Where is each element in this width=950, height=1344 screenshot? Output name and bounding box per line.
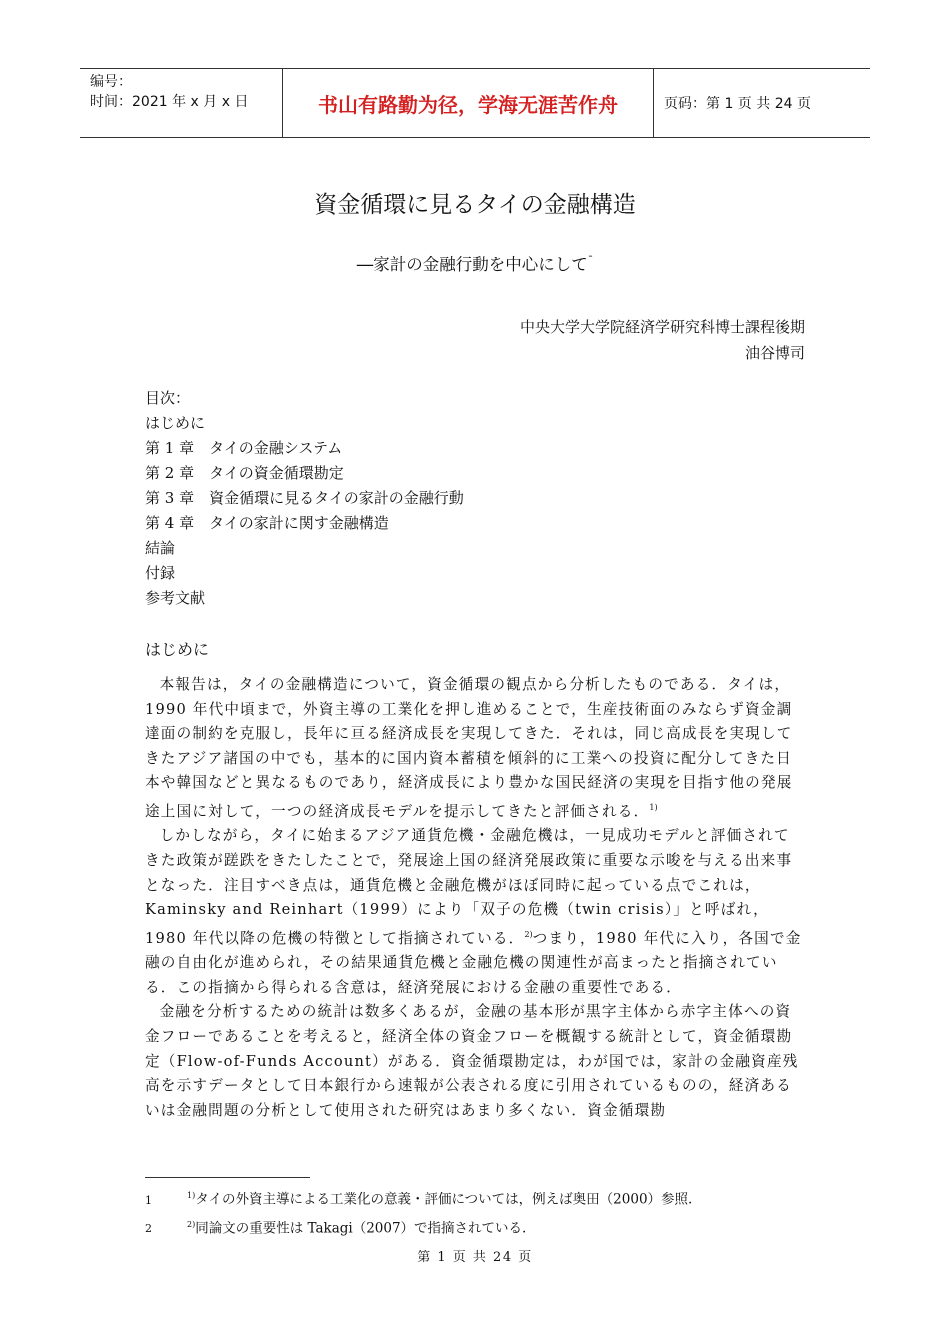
subtitle-text: ―家計の金融行動を中心にして (356, 255, 588, 274)
toc-item: 参考文献 (145, 589, 206, 607)
table-of-contents (145, 386, 464, 611)
footnote (145, 1184, 692, 1213)
header-meta (80, 69, 282, 137)
toc-item: 結論 (145, 539, 176, 557)
paragraph (145, 824, 805, 1000)
header-slogan: 书山有路勤为径，学海无涯苦作舟 (318, 92, 618, 117)
toc-item: 第 2 章 タイの資金循環勘定 (145, 464, 344, 482)
footnote-divider (145, 1177, 310, 1178)
body-text (145, 673, 805, 1123)
footnotes (145, 1184, 692, 1241)
footnote-ref: 2) (524, 929, 533, 939)
toc-item: 第 1 章 タイの金融システム (145, 439, 343, 457)
footnote-text: タイの外資主導による工業化の意義・評価については，例えば奥田（2000）参照. (195, 1191, 693, 1208)
page-header (80, 68, 870, 138)
section-heading: はじめに (145, 640, 210, 659)
paragraph-text: 金融を分析するための統計は数多くあるが，金融の基本形が黒字主体から赤字主体への資金フローであることを考えると，経済全体の資金フローを概観する統計として，資金循環勘定（Flow-of-Funds Account）がある．資金循環勘定は，わが国では，家計の金融資産残高を示すデータとして日本銀行から速報が公表される度に引用されているものの，経済あるいは金融問題の分析として使用された研究はあまり多くない．資金循環勘 (145, 1003, 799, 1119)
subtitle-mark: ¯ (587, 253, 594, 267)
header-date: 时间：2021 年 x 月 x 日 (90, 94, 249, 110)
paragraph (145, 673, 805, 824)
document-title: 資金循環に見るタイの金融構造 (314, 192, 636, 218)
toc-item: 付録 (145, 564, 176, 582)
paragraph-text: つまり，1980 年代に入り，各国で金融の自由化が進められ，その結果通貨危機と金融危機の関連性が高まったと指摘されている．この指摘から得られる含意は，経済発展における金融の重要性である． (145, 929, 802, 996)
toc-item: 第 3 章 資金循環に見るタイの家計の金融行動 (145, 489, 464, 507)
toc-label: 目次： (145, 389, 191, 407)
footnote-mark: 2) (187, 1219, 196, 1229)
header-slogan-cell (282, 69, 654, 137)
paragraph-text: しかしながら，タイに始まるアジア通貨危機・金融危機は，一見成功モデルと評価されてきた政策が蹉跌をきたしたことで，発展途上国の経済発展政策に重要な示唆を与える出来事となった．注目すべき点は，通貨危機と金融危機がほぼ同時に起っている点でこれは，Kaminsky and Reinhart（1999）により「双子の危機（twin crisis）」と呼ばれ，1980 年代以降の危機の特徴として指摘されている． (145, 827, 793, 947)
header-page-info: 页码：第 1 页 共 24 页 (664, 96, 811, 112)
toc-item: 第 4 章 タイの家計に関す金融構造 (145, 514, 389, 532)
author-affiliation: 中央大学大学院経済学研究科博士課程後期 (519, 318, 805, 336)
footnote-text: 同論文の重要性は Takagi（2007）で指摘されている. (195, 1220, 527, 1236)
header-number: 编号： (90, 74, 132, 90)
footnote-ref: 1) (649, 802, 658, 812)
author-name: 油谷博司 (744, 344, 805, 362)
author-block (520, 314, 805, 366)
toc-item: はじめに (145, 414, 206, 432)
page-footer: 第 1 页 共 24 页 (417, 1250, 533, 1265)
footnote-mark: 1) (187, 1191, 196, 1200)
document-subtitle (0, 251, 950, 275)
paragraph (145, 1000, 805, 1123)
footnote-number: 1 (145, 1193, 152, 1207)
footnote (145, 1213, 692, 1242)
paragraph-text: 本報告は，タイの金融構造について，資金循環の観点から分析したものである．タイは，1990 年代中頃まで，外資主導の工業化を押し進めることで，生産技術面のみならず資金調達面の制約を克服し，長年に亘る経済成長を実現してきた．それは，同じ高成長を実現してきたアジア諸国の中でも，基本的に国内資本蓄積を傾斜的に工業への投資に配分してきた日本や韓国などと異なるものであり，経済成長により豊かな国民経済の実現を目指す他の発展途上国に対して，一つの経済成長モデルを提示してきたと評価される． (145, 676, 793, 820)
footnote-number: 2 (145, 1222, 152, 1235)
